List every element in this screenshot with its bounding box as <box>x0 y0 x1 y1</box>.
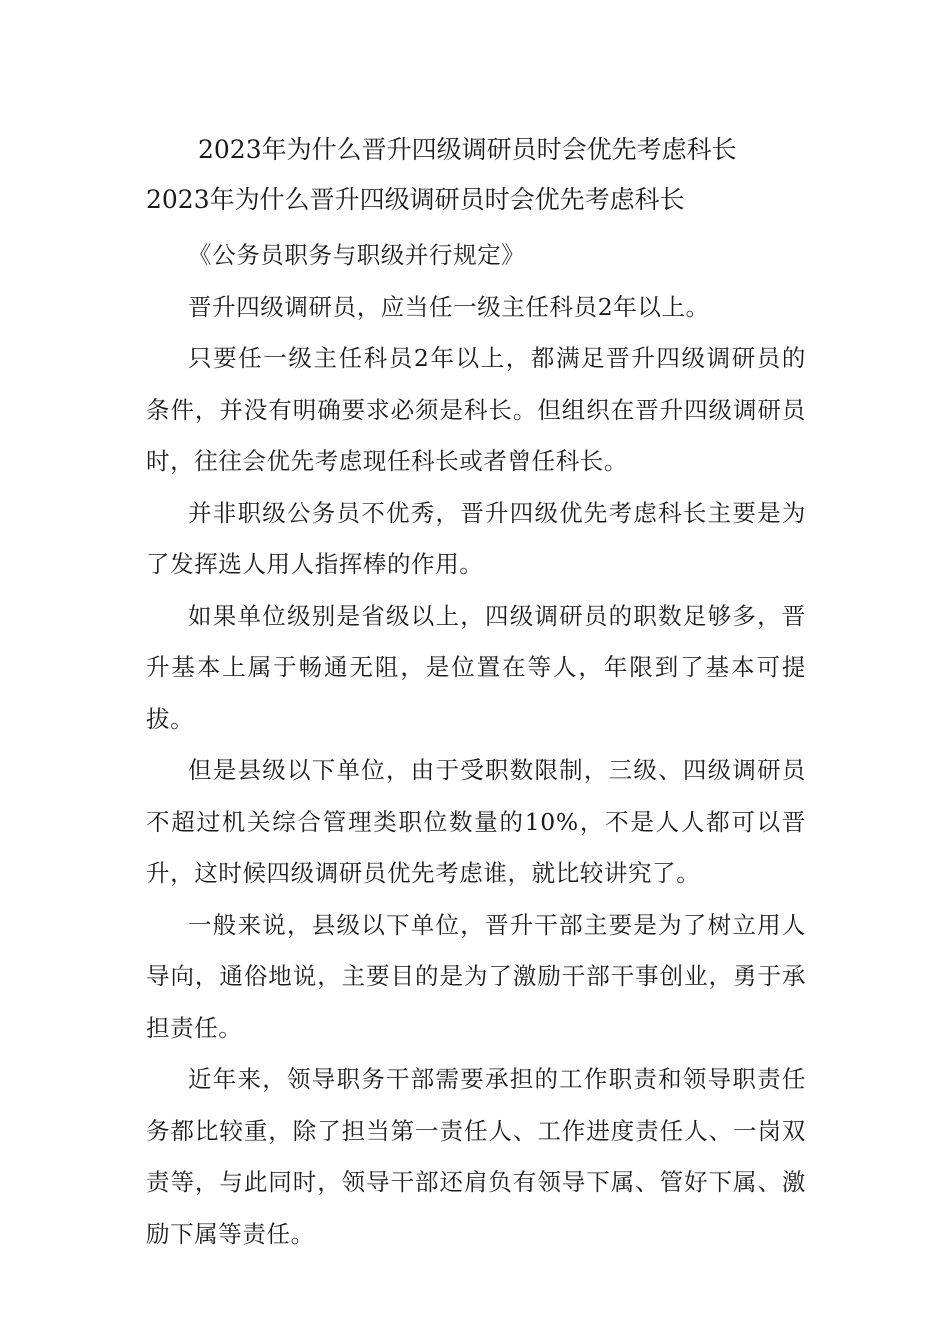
paragraph-1: 晋升四级调研员，应当任一级主任科员2年以上。 <box>188 292 710 321</box>
paragraph-7: 近年来，领导职务干部需要承担的工作职责和领导职责任务都比较重，除了担当第一责任人、工作进度责任人、一岗双责等，与此同时，领导干部还肩负有领导下属、管好下属、激励下属等责任。 <box>146 1065 806 1248</box>
document-subtitle: 2023年为什么晋升四级调研员时会优先考虑科长 <box>146 185 685 214</box>
paragraph-5: 但是县级以下单位，由于受职数限制，三级、四级调研员不超过机关综合管理类职位数量的10%，不是人人都可以晋升，这时候四级调研员优先考虑谁，就比较讲究了。 <box>146 756 806 887</box>
document-body <box>146 230 806 1260</box>
document-title: 2023年为什么晋升四级调研员时会优先考虑科长 <box>198 135 737 164</box>
paragraph-2: 只要任一级主任科员2年以上，都满足晋升四级调研员的条件，并没有明确要求必须是科长。但组织在晋升四级调研员时，往往会优先考虑现任科长或者曾任科长。 <box>146 344 806 475</box>
source-citation: 《公务员职务与职级并行规定》 <box>188 241 526 269</box>
paragraph-3: 并非职级公务员不优秀，晋升四级优先考虑科长主要是为了发挥选人用人指挥棒的作用。 <box>146 498 806 578</box>
paragraph-4: 如果单位级别是省级以上，四级调研员的职数足够多，晋升基本上属于畅通无阻，是位置在等人，年限到了基本可提拔。 <box>146 601 806 733</box>
paragraph-6: 一般来说，县级以下单位，晋升干部主要是为了树立用人导向，通俗地说，主要目的是为了激励干部干事创业，勇于承担责任。 <box>146 910 806 1042</box>
